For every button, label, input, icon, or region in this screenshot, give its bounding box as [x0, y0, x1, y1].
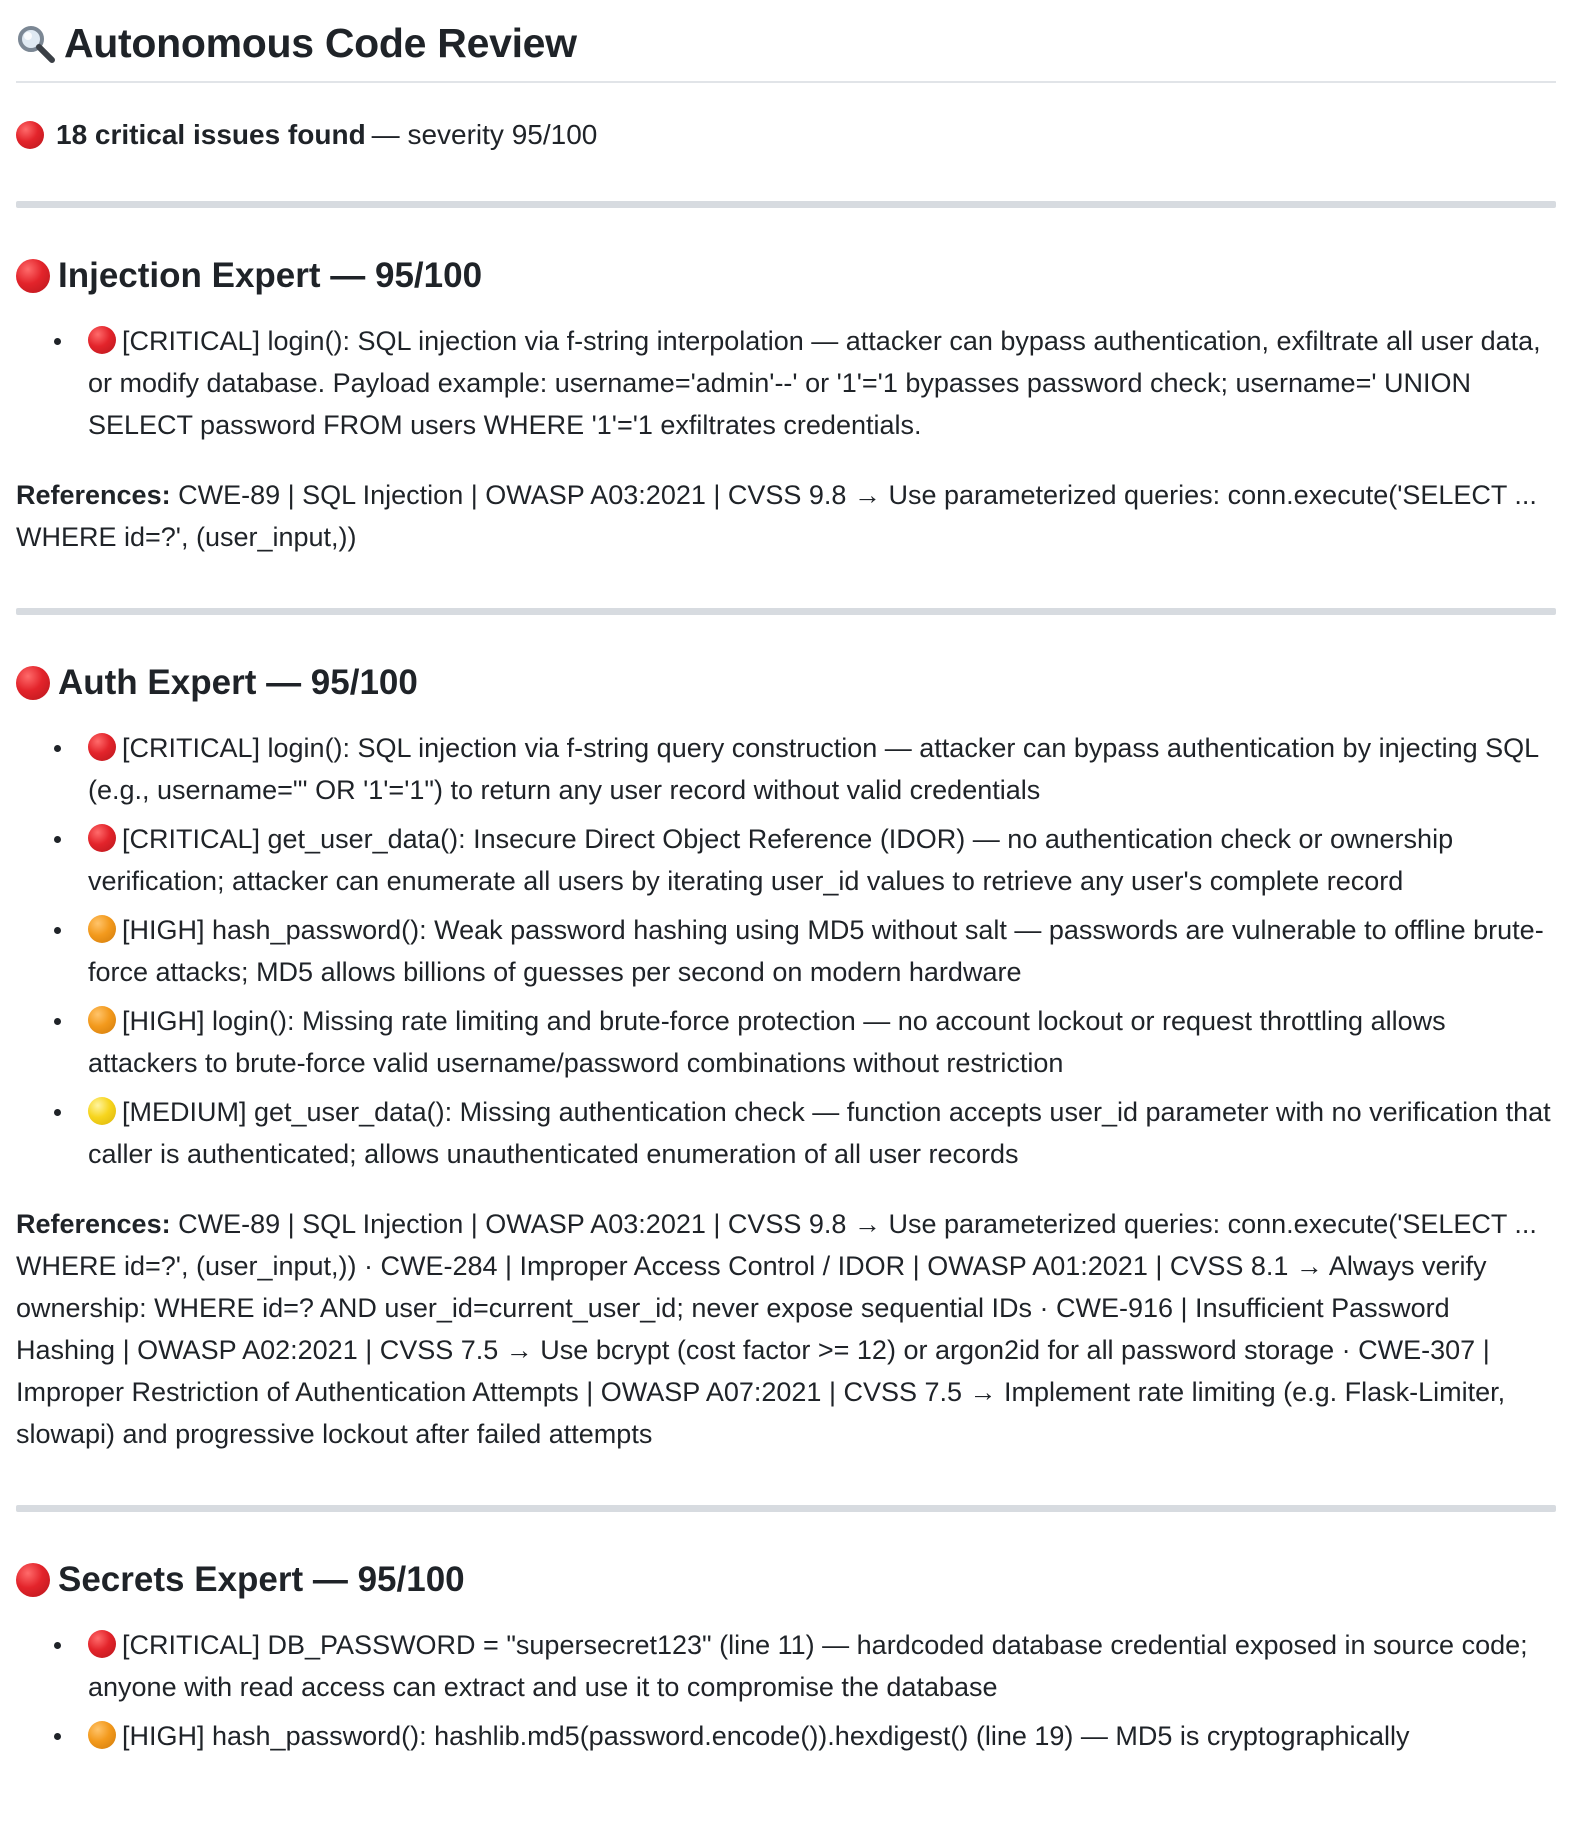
red-circle-icon: [88, 1630, 116, 1658]
severity-text: — severity 95/100: [371, 119, 598, 150]
page-title: Autonomous Code Review: [64, 20, 577, 66]
section-title: [16, 1560, 1556, 1600]
divider: [16, 608, 1556, 615]
references-text: CWE-89 | SQL Injection | OWASP A03:2021 | CVSS 9.8 → Use parameterized queries: conn.execute('SELECT ... WHERE id=?', (user_input,)): [16, 480, 1537, 552]
finding-item: [48, 1000, 1556, 1084]
divider: [16, 1505, 1556, 1512]
section-auth-expert: [16, 615, 1556, 1505]
finding-item: [48, 1715, 1556, 1757]
references: [16, 474, 1556, 558]
orange-circle-icon: [88, 915, 116, 943]
finding-item: [48, 1091, 1556, 1175]
orange-circle-icon: [88, 1006, 116, 1034]
divider: [16, 201, 1556, 208]
references: [16, 1203, 1556, 1455]
finding-text: [HIGH] hash_password(): hashlib.md5(password.encode()).hexdigest() (line 19) — MD5 is cryptographically: [122, 1721, 1410, 1751]
red-circle-icon: [88, 326, 116, 354]
finding-item: [48, 727, 1556, 811]
section-title-text: Secrets Expert — 95/100: [58, 1560, 465, 1599]
section-title: [16, 663, 1556, 703]
yellow-circle-icon: [88, 1097, 116, 1125]
references-label: References:: [16, 1209, 171, 1239]
red-circle-icon: [16, 666, 50, 700]
finding-text: [CRITICAL] get_user_data(): Insecure Direct Object Reference (IDOR) — no authentication check or ownership verification; attacker can enumerate all users by iterating user_id values to retrieve any user's complete record: [88, 824, 1454, 896]
red-circle-icon: [16, 1563, 50, 1597]
summary-line: [16, 119, 1556, 151]
section-injection-expert: [16, 208, 1556, 608]
finding-text: [MEDIUM] get_user_data(): Missing authentication check — function accepts user_id parameter with no verification that caller is authenticated; allows unauthenticated enumeration of all user records: [88, 1097, 1551, 1169]
section-title-text: Injection Expert — 95/100: [58, 256, 483, 295]
finding-text: [CRITICAL] login(): SQL injection via f-string query construction — attacker can bypass authentication by injecting SQL (e.g., username="' OR '1'='1") to return any user record without valid credentials: [88, 733, 1539, 805]
finding-text: [HIGH] login(): Missing rate limiting and brute-force protection — no account lockout or request throttling allows attackers to brute-force valid username/password combinations without restriction: [88, 1006, 1446, 1078]
finding-item: [48, 1624, 1556, 1708]
findings-list: [16, 727, 1556, 1175]
finding-text: [CRITICAL] login(): SQL injection via f-string interpolation — attacker can bypass authentication, exfiltrate all user data, or modify database. Payload example: username='admin'--' or '1'='1 bypasses password check; username=' UNION SELECT password FROM users WHERE '1'='1 exfiltrates credentials.: [88, 326, 1541, 440]
section-secrets-expert: [16, 1512, 1556, 1835]
references-label: References:: [16, 480, 171, 510]
issue-count: 18 critical issues found: [56, 119, 366, 150]
red-circle-icon: [16, 121, 44, 149]
header: [16, 0, 1556, 83]
red-circle-icon: [88, 824, 116, 852]
red-circle-icon: [16, 259, 50, 293]
red-circle-icon: [88, 733, 116, 761]
references-text: CWE-89 | SQL Injection | OWASP A03:2021 | CVSS 9.8 → Use parameterized queries: conn.execute('SELECT ... WHERE id=?', (user_input,)) · CWE-284 | Improper Access Control / IDOR | OWASP A01:2021 | CVSS 8.1 → Always verify ownership: WHERE id=? AND user_id=current_user_id; never expose sequential IDs · CWE-916 | Insufficient Password Hashing | OWASP A02:2021 | CVSS 7.5 → Use bcrypt (cost factor >= 12) or argon2id for all password storage · CWE-307 | Improper Restriction of Authentication Attempts | OWASP A07:2021 | CVSS 7.5 → Implement rate limiting (e.g. Flask-Limiter, slowapi) and progressive lockout after failed attempts: [16, 1209, 1537, 1449]
finding-item: [48, 909, 1556, 993]
finding-item: [48, 320, 1556, 446]
findings-list: [16, 1624, 1556, 1757]
orange-circle-icon: [88, 1721, 116, 1749]
magnifier-icon: [16, 24, 56, 64]
finding-text: [HIGH] hash_password(): Weak password hashing using MD5 without salt — passwords are vulnerable to offline brute-force attacks; MD5 allows billions of guesses per second on modern hardware: [88, 915, 1544, 987]
section-title: [16, 256, 1556, 296]
finding-text: [CRITICAL] DB_PASSWORD = "supersecret123" (line 11) — hardcoded database credential exposed in source code; anyone with read access can extract and use it to compromise the database: [88, 1630, 1528, 1702]
section-title-text: Auth Expert — 95/100: [58, 663, 418, 702]
findings-list: [16, 320, 1556, 446]
finding-item: [48, 818, 1556, 902]
